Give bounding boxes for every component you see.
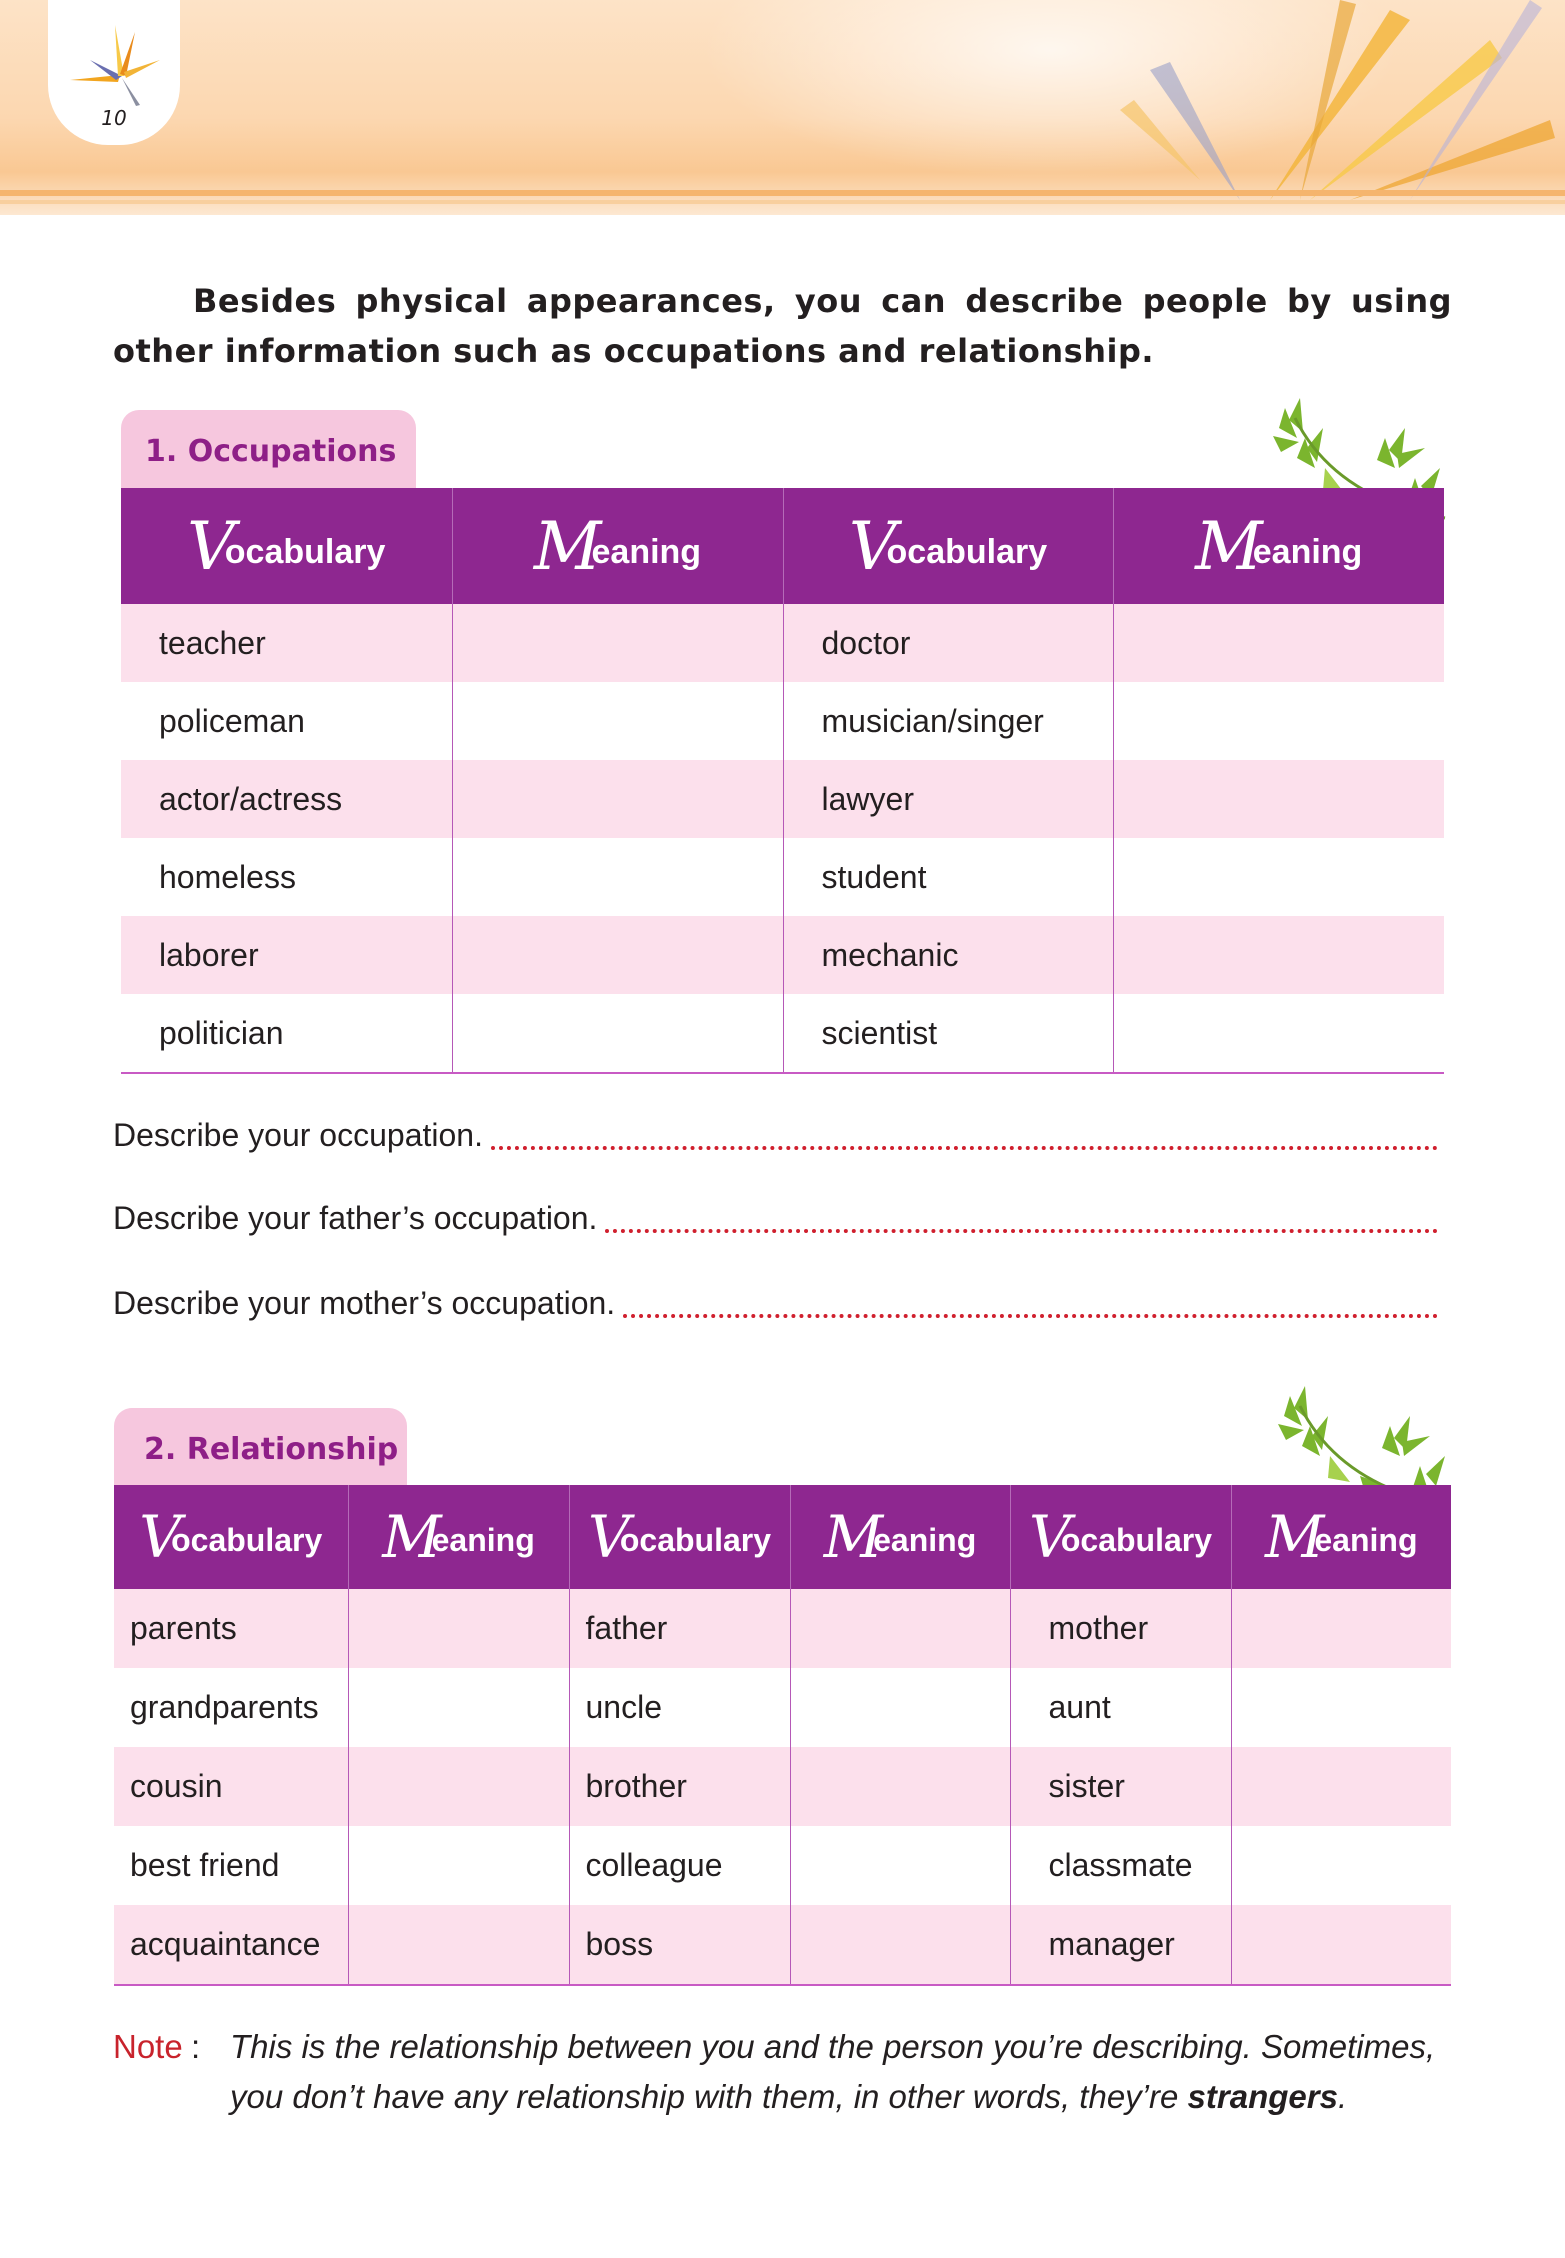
header-text: eaning	[1314, 1522, 1418, 1558]
bird-of-paradise-logo-icon	[60, 20, 168, 110]
meaning-cell[interactable]	[790, 1826, 1010, 1905]
column-header-meaning: Meaning	[790, 1485, 1010, 1589]
table-row	[114, 1826, 1451, 1905]
father-occupation-prompt	[113, 1200, 1438, 1237]
meaning-cell[interactable]	[1231, 1589, 1451, 1668]
intro-paragraph	[113, 276, 1452, 376]
vocab-cell: boss	[569, 1905, 790, 1985]
vocab-cell: lawyer	[783, 760, 1113, 838]
table-row	[121, 916, 1444, 994]
column-header-meaning: Meaning	[1231, 1485, 1451, 1589]
vocab-cell: scientist	[783, 994, 1113, 1073]
header-text: eaning	[431, 1522, 535, 1558]
header-text: eaning	[1252, 532, 1363, 571]
table-header-row	[121, 488, 1444, 604]
meaning-cell[interactable]	[1231, 1668, 1451, 1747]
column-header-vocabulary: Vocabulary	[783, 488, 1113, 604]
column-header-vocabulary: Vocabulary	[569, 1485, 790, 1589]
note-end: .	[1337, 2078, 1348, 2115]
meaning-cell[interactable]	[452, 604, 783, 682]
meaning-cell[interactable]	[1113, 604, 1444, 682]
table-header-row	[114, 1485, 1451, 1589]
meaning-cell[interactable]	[1231, 1826, 1451, 1905]
meaning-cell[interactable]	[1231, 1905, 1451, 1985]
answer-line[interactable]	[623, 1314, 1438, 1318]
note-label: Note	[113, 2028, 183, 2065]
meaning-cell[interactable]	[1113, 838, 1444, 916]
table-row	[121, 682, 1444, 760]
vocab-cell: colleague	[569, 1826, 790, 1905]
meaning-cell[interactable]	[348, 1747, 569, 1826]
vocab-cell: musician/singer	[783, 682, 1113, 760]
intro-text: Besides physical appearances, you can describe people by using other information such as occupations and relationship.	[113, 282, 1452, 370]
meaning-cell[interactable]	[452, 682, 783, 760]
relationship-tab	[114, 1408, 407, 1488]
meaning-cell[interactable]	[1113, 760, 1444, 838]
header-text: eaning	[591, 532, 702, 571]
header-text: ocabulary	[1060, 1522, 1213, 1558]
meaning-cell[interactable]	[1113, 994, 1444, 1073]
vocab-cell: laborer	[121, 916, 452, 994]
vocab-cell: father	[569, 1589, 790, 1668]
page-header	[0, 0, 1565, 215]
vocab-cell: mother	[1010, 1589, 1231, 1668]
vocab-cell: doctor	[783, 604, 1113, 682]
vocab-cell: brother	[569, 1747, 790, 1826]
vocab-cell: uncle	[569, 1668, 790, 1747]
table-row	[114, 1905, 1451, 1985]
table-row	[121, 994, 1444, 1073]
meaning-cell[interactable]	[348, 1826, 569, 1905]
meaning-cell[interactable]	[348, 1905, 569, 1985]
vocab-cell: teacher	[121, 604, 452, 682]
vocab-cell: acquaintance	[114, 1905, 348, 1985]
meaning-cell[interactable]	[348, 1589, 569, 1668]
header-text: ocabulary	[886, 532, 1048, 571]
mother-occupation-prompt	[113, 1285, 1438, 1322]
vocab-cell: student	[783, 838, 1113, 916]
header-stripe-light	[0, 200, 1565, 204]
meaning-cell[interactable]	[452, 760, 783, 838]
occupation-prompt	[113, 1117, 1438, 1154]
vocab-cell: mechanic	[783, 916, 1113, 994]
note-colon: :	[191, 2028, 201, 2065]
vocab-cell: politician	[121, 994, 452, 1073]
meaning-cell[interactable]	[790, 1905, 1010, 1985]
table-row	[114, 1747, 1451, 1826]
prompt-text: Describe your father’s occupation.	[113, 1200, 598, 1236]
page-number-tab	[48, 0, 180, 145]
header-text: ocabulary	[619, 1522, 772, 1558]
header-stripe	[0, 190, 1565, 196]
table-row	[121, 760, 1444, 838]
prompt-text: Describe your mother’s occupation.	[113, 1285, 616, 1321]
note-text-block	[230, 2022, 1450, 2122]
meaning-cell[interactable]	[1231, 1747, 1451, 1826]
vocab-cell: parents	[114, 1589, 348, 1668]
meaning-cell[interactable]	[1113, 682, 1444, 760]
column-header-vocabulary: Vocabulary	[114, 1485, 348, 1589]
note-bold-word: strangers	[1187, 2078, 1338, 2115]
vocab-cell: manager	[1010, 1905, 1231, 1985]
header-text: ocabulary	[171, 1522, 323, 1558]
header-text: ocabulary	[224, 532, 386, 571]
table-row	[121, 604, 1444, 682]
vocab-cell: best friend	[130, 1847, 280, 1883]
meaning-cell[interactable]	[348, 1668, 569, 1747]
note-text: This is the relationship between you and the person you’re describing. Sometimes, you don’t have any relationship with them, in other words, they’re	[230, 2028, 1436, 2115]
column-header-meaning: Meaning	[452, 488, 783, 604]
table-row	[121, 838, 1444, 916]
meaning-cell[interactable]	[452, 838, 783, 916]
occupations-table	[121, 488, 1444, 1074]
prompt-text: Describe your occupation.	[113, 1117, 483, 1153]
column-header-meaning: Meaning	[1113, 488, 1444, 604]
vocab-cell: grandparents	[130, 1689, 319, 1725]
vocab-cell: classmate	[1010, 1826, 1231, 1905]
table-row	[114, 1589, 1451, 1668]
relationship-title: 2. Relationship	[144, 1432, 399, 1467]
meaning-cell[interactable]	[1113, 916, 1444, 994]
bird-of-paradise-flower-illustration	[1110, 0, 1565, 200]
column-header-meaning: Meaning	[348, 1485, 569, 1589]
meaning-cell[interactable]	[790, 1668, 1010, 1747]
meaning-cell[interactable]	[790, 1589, 1010, 1668]
vocab-cell: actor/actress	[121, 760, 452, 838]
meaning-cell[interactable]	[790, 1747, 1010, 1826]
vocab-cell: policeman	[159, 702, 305, 739]
column-header-vocabulary: Vocabulary	[121, 488, 452, 604]
header-text: eaning	[873, 1522, 977, 1558]
relationship-table	[114, 1485, 1451, 1986]
vocab-cell: cousin	[114, 1747, 348, 1826]
meaning-cell[interactable]	[452, 994, 783, 1073]
vocab-cell: homeless	[159, 858, 296, 895]
column-header-vocabulary: Vocabulary	[1010, 1485, 1231, 1589]
vocab-cell: sister	[1010, 1747, 1231, 1826]
answer-line[interactable]	[491, 1146, 1438, 1150]
answer-line[interactable]	[605, 1229, 1438, 1233]
vocab-cell: aunt	[1010, 1668, 1231, 1747]
occupations-tab	[121, 410, 416, 490]
table-row	[114, 1668, 1451, 1747]
occupations-title: 1. Occupations	[145, 434, 397, 469]
page-number: 10	[101, 106, 127, 130]
meaning-cell[interactable]	[452, 916, 783, 994]
